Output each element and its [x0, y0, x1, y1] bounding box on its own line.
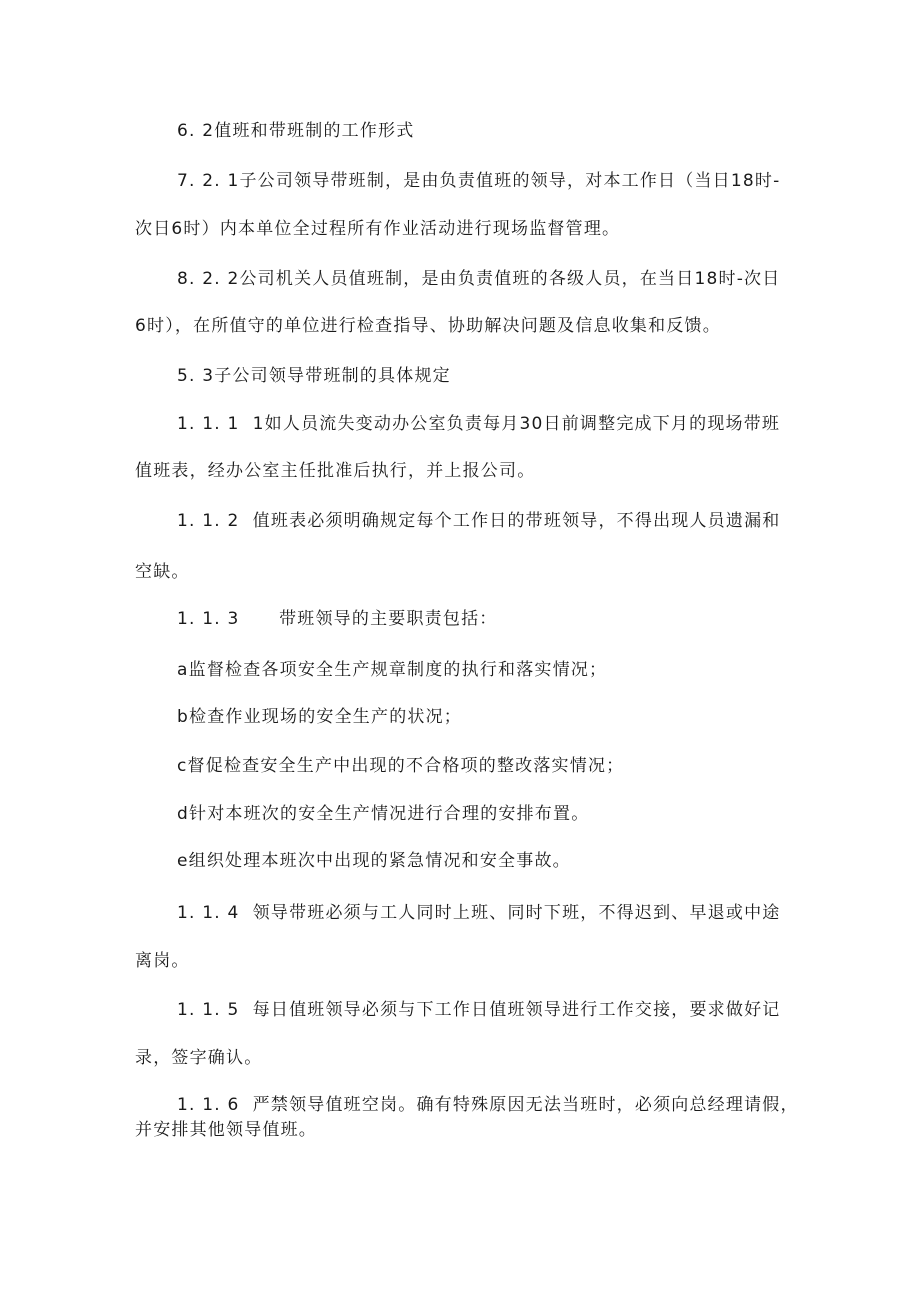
list-item-a: a监督检查各项安全生产规章制度的执行和落实情况；: [177, 660, 608, 680]
paragraph-8-2-2-line-1: 8. 2. 2公司机关人员值班制，是由负责值班的各级人员，在当日18时-次日: [177, 269, 781, 289]
paragraph-1-1-4-line-1: 1. 1. 4 领导带班必须与工人同时上班、同时下班，不得迟到、早退或中途: [177, 903, 781, 923]
paragraph-7-2-1-line-1: 7. 2. 1子公司领导带班制，是由负责值班的领导，对本工作日（当日18时-: [177, 171, 781, 191]
paragraph-1-1-1-line-1: 1. 1. 1 1如人员流失变动办公室负责每月30日前调整完成下月的现场带班: [177, 414, 781, 434]
paragraph-1-1-3: 1. 1. 3 带班领导的主要职责包括：: [177, 609, 498, 629]
paragraph-1-1-2-line-1: 1. 1. 2 值班表必须明确规定每个工作日的带班领导，不得出现人员遗漏和: [177, 511, 781, 531]
paragraph-7-2-1-line-2: 次日6时）内本单位全过程所有作业活动进行现场监督管理。: [135, 219, 621, 239]
paragraph-1-1-1-line-2: 值班表，经办公室主任批准后执行，并上报公司。: [135, 461, 536, 481]
paragraph-8-2-2-line-2: 6时），在所值守的单位进行检查指导、协助解决问题及信息收集和反馈。: [135, 316, 721, 336]
list-item-b: b检查作业现场的安全生产的状况；: [177, 707, 462, 727]
list-item-c: c督促检查安全生产中出现的不合格项的整改落实情况；: [177, 756, 625, 776]
paragraph-1-1-6-line-1: 1. 1. 6 严禁领导值班空岗。确有特殊原因无法当班时，必须向总经理请假，: [177, 1095, 799, 1115]
paragraph-1-1-4-line-2: 离岗。: [135, 951, 190, 971]
list-item-e: e组织处理本班次中出现的紧急情况和安全事故。: [177, 851, 571, 871]
paragraph-1-1-5-line-2: 录，签字确认。: [135, 1048, 263, 1068]
paragraph-1-1-2-line-2: 空缺。: [135, 562, 190, 582]
paragraph-1-1-6-line-2: 并安排其他领导值班。: [135, 1120, 317, 1140]
section-heading-5-3: 5. 3子公司领导带班制的具体规定: [177, 366, 451, 386]
section-heading-6-2: 6. 2值班和带班制的工作形式: [177, 121, 415, 141]
list-item-d: d针对本班次的安全生产情况进行合理的安排布置。: [177, 804, 590, 824]
paragraph-1-1-5-line-1: 1. 1. 5 每日值班领导必须与下工作日值班领导进行工作交接，要求做好记: [177, 1000, 781, 1020]
